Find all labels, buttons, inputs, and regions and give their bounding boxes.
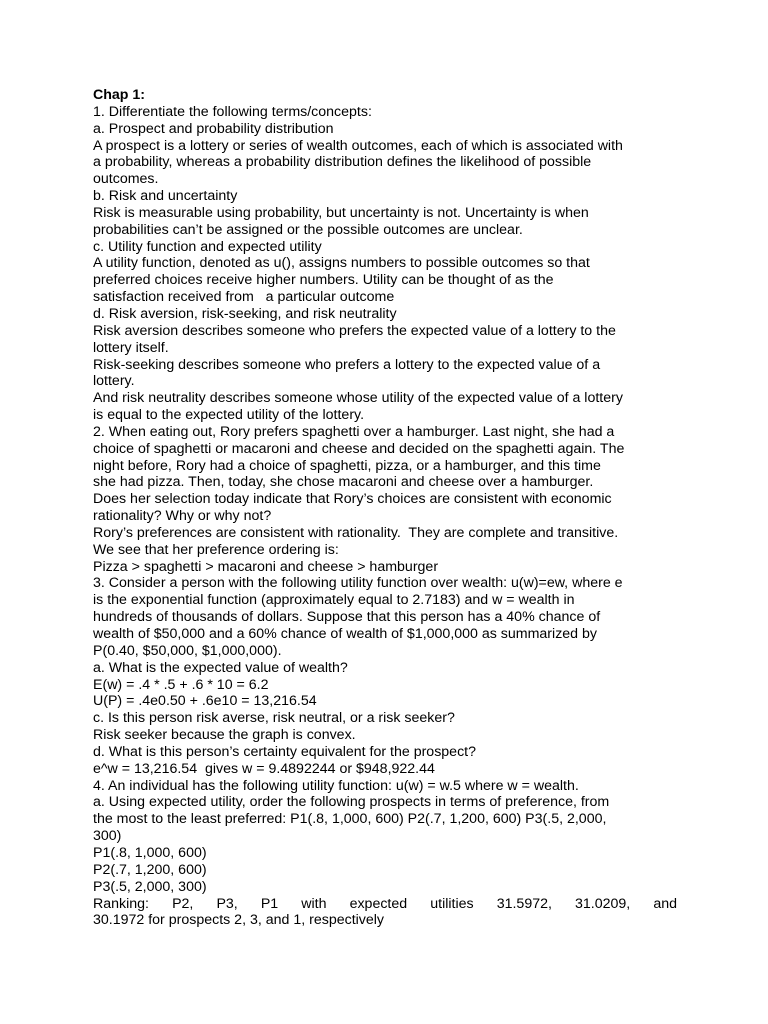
text-line: e^w = 13,216.54 gives w = 9.4892244 or $948,922.44	[93, 760, 435, 777]
text-line: P(0.40, $50,000, $1,000,000).	[93, 642, 282, 659]
document-page	[93, 87, 677, 929]
text-line: Risk seeker because the graph is convex.	[93, 727, 356, 744]
text-line: 4. An individual has the following utility function: u(w) = w.5 where w = wealth.	[93, 777, 579, 794]
text-line: P3(.5, 2,000, 300)	[93, 878, 207, 895]
ranking-word: with	[301, 895, 327, 912]
text-line: A utility function, denoted as u(), assigns numbers to possible outcomes so that	[93, 255, 590, 272]
text-line: Rory’s preferences are consistent with rationality. They are complete and transitive.	[93, 524, 619, 541]
text-line: A prospect is a lottery or series of wealth outcomes, each of which is associated with	[93, 137, 623, 154]
text-line: 1. Differentiate the following terms/concepts:	[93, 103, 372, 120]
text-line: P1(.8, 1,000, 600)	[93, 844, 207, 861]
text-line: she had pizza. Then, today, she chose macaroni and cheese over a hamburger.	[93, 474, 594, 491]
text-line: E(w) = .4 * .5 + .6 * 10 = 6.2	[93, 676, 269, 693]
text-line: is equal to the expected utility of the lottery.	[93, 407, 365, 424]
ranking-word: P3,	[216, 895, 238, 912]
text-line: And risk neutrality describes someone whose utility of the expected value of a lottery	[93, 390, 623, 407]
text-line: wealth of $50,000 and a 60% chance of wealth of $1,000,000 as summarized by	[93, 626, 597, 642]
text-line: P2(.7, 1,200, 600)	[93, 861, 207, 878]
ranking-word: utilities	[430, 895, 474, 912]
ranking-line	[93, 896, 677, 913]
ranking-word: Ranking:	[93, 895, 149, 912]
chapter-heading: Chap 1:	[93, 87, 146, 103]
ranking-word: P1	[260, 895, 279, 912]
text-line: We see that her preference ordering is:	[93, 541, 339, 558]
text-line: b. Risk and uncertainty	[93, 188, 238, 205]
ranking-word: expected	[349, 895, 408, 912]
text-line: choice of spaghetti or macaroni and cheese and decided on the spaghetti again. The	[93, 440, 625, 457]
text-line: the most to the least preferred: P1(.8, 1,000, 600) P2(.7, 1,200, 600) P3(.5, 2,000,	[93, 811, 607, 828]
ranking-word: 31.5972,	[496, 895, 552, 912]
text-line: a probability, whereas a probability distribution defines the likelihood of possible	[93, 154, 592, 171]
text-line: 2. When eating out, Rory prefers spaghetti over a hamburger. Last night, she had a	[93, 423, 615, 440]
text-line: lottery.	[93, 373, 135, 390]
ranking-word: 31.0209,	[575, 895, 631, 912]
text-line: U(P) = .4e0.50 + .6e10 = 13,216.54	[93, 693, 317, 710]
text-line: lottery itself.	[93, 339, 169, 356]
text-line: hundreds of thousands of dollars. Suppose that this person has a 40% chance of	[93, 609, 601, 626]
ranking-word: and	[653, 895, 677, 912]
text-line: probabilities can’t be assigned or the possible outcomes are unclear.	[93, 221, 523, 238]
text-line: is the exponential function (approximately equal to 2.7183) and w = wealth in	[93, 592, 575, 609]
text-line: preferred choices receive higher numbers. Utility can be thought of as the	[93, 272, 554, 289]
text-line: night before, Rory had a choice of spaghetti, pizza, or a hamburger, and this time	[93, 457, 601, 474]
text-line: outcomes.	[93, 171, 159, 188]
text-line: Pizza > spaghetti > macaroni and cheese > hamburger	[93, 558, 439, 575]
text-line: Does her selection today indicate that Rory’s choices are consistent with economic	[93, 491, 612, 508]
text-line: 300)	[93, 828, 122, 845]
text-line: d. What is this person’s certainty equivalent for the prospect?	[93, 743, 476, 760]
ranking-continuation: 30.1972 for prospects 2, 3, and 1, respectively	[93, 912, 385, 929]
text-line: 3. Consider a person with the following utility function over wealth: u(w)=ew, where e	[93, 575, 623, 592]
text-line: Risk is measurable using probability, but uncertainty is not. Uncertainty is when	[93, 204, 589, 221]
document-body	[93, 104, 677, 896]
text-line: c. Is this person risk averse, risk neutral, or a risk seeker?	[93, 710, 455, 727]
text-line: a. What is the expected value of wealth?	[93, 659, 348, 676]
text-line: rationality? Why or why not?	[93, 508, 272, 525]
text-line: a. Prospect and probability distribution	[93, 120, 334, 137]
text-line: d. Risk aversion, risk-seeking, and risk neutrality	[93, 305, 397, 322]
text-line: Risk aversion describes someone who prefers the expected value of a lottery to the	[93, 322, 616, 339]
text-line: c. Utility function and expected utility	[93, 238, 322, 255]
text-line: satisfaction received from a particular outcome	[93, 289, 395, 306]
text-line: Risk-seeking describes someone who prefers a lottery to the expected value of a	[93, 356, 601, 373]
text-line: a. Using expected utility, order the following prospects in terms of preference, from	[93, 794, 610, 811]
ranking-word: P2,	[172, 895, 194, 912]
